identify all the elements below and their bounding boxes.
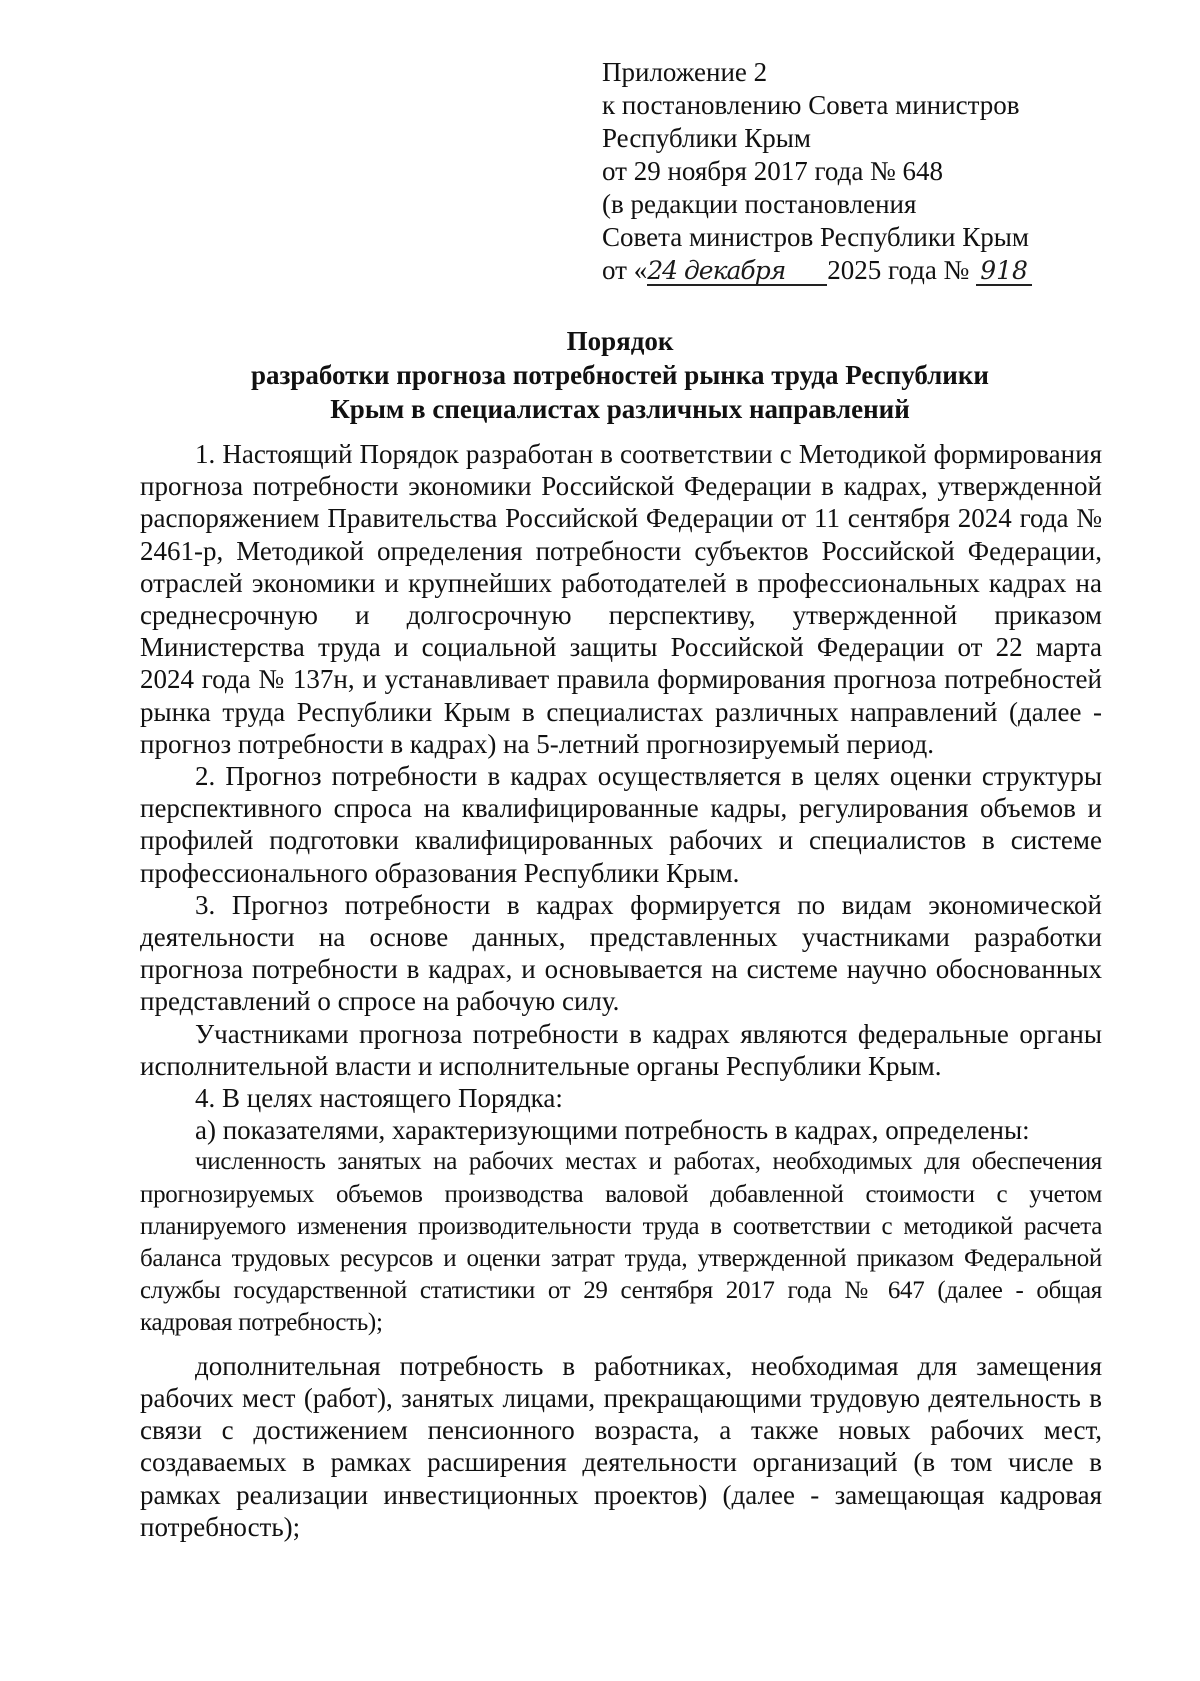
paragraph-4: Участниками прогноза потребности в кадрах являются федеральные органы исполнительной власти и исполнительные органы Республики Крым.: [140, 1018, 1102, 1081]
annex-line-1: Приложение 2: [602, 57, 768, 87]
annex-year: 2025 года №: [827, 255, 977, 285]
paragraph-8: дополнительная потребность в работниках, необходимая для замещения рабочих мест (работ), занятых лицами, прекращающими трудовую деятельность в связи с достижением пенсионного возраста, а также новых рабочих мест, создаваемых в рамках расширения деятельности организаций (в том числе в рамках реализации инвестиционных проектов) (далее - замещающая кадровая потребность);: [140, 1350, 1102, 1542]
annex-line-5: (в редакции постановления: [602, 189, 917, 219]
annex-line-7: [602, 254, 1162, 287]
document-body: [140, 438, 1102, 1543]
annex-line-6: Совета министров Республики Крым: [602, 222, 1029, 252]
document-title: [140, 324, 1100, 426]
paragraph-1: 1. Настоящий Порядок разработан в соответствии с Методикой формирования прогноза потребности экономики Российской Федерации в кадрах, утвержденной распоряжением Правительства Российской Федерации от 11 сентября 2024 года № 2461-р, Методикой определения потребности субъектов Российской Федерации, отраслей экономики и крупнейших работодателей в профессиональных кадрах на среднесрочную и долгосрочную перспективу, утвержденной приказом Министерства труда и социальной защиты Российской Федерации от 22 марта 2024 года № 137н, и устанавливает правила формирования прогноза потребностей рынка труда Республики Крым в специалистах различных направлений (далее - прогноз потребности в кадрах) на 5-летний прогнозируемый период.: [140, 439, 1102, 759]
title-line-3: Крым в специалистах различных направлений: [330, 394, 910, 424]
annex-line-2: к постановлению Совета министров: [602, 90, 1020, 120]
annex-line-3: Республики Крым: [602, 123, 811, 153]
paragraph-5: 4. В целях настоящего Порядка:: [195, 1083, 563, 1114]
annex-line-4: от 29 ноября 2017 года № 648: [602, 156, 944, 186]
annex-date-prefix: от «: [602, 255, 648, 285]
title-line-1: Порядок: [566, 326, 674, 356]
annex-header: [602, 56, 1162, 287]
paragraph-2: 2. Прогноз потребности в кадрах осуществляется в целях оценки структуры перспективного спроса на квалифицированные кадры, регулирования объемов и профилей подготовки квалифицированных рабочих и специалистов в системе профессионального образования Республики Крым.: [140, 761, 1102, 888]
title-line-2: разработки прогноза потребностей рынка труда Республики: [251, 360, 989, 390]
paragraph-7: численность занятых на рабочих местах и работах, необходимых для обеспечения прогнозируемых объемов производства валовой добавленной стоимости с учетом планируемого изменения производительности труда в соответствии с методикой расчета баланса трудовых ресурсов и оценки затрат труда, утвержденной приказом Федеральной службы государственной статистики от 29 сентября 2017 года № 647 (далее - общая кадровая потребность);: [140, 1148, 1102, 1337]
handwritten-number: 918: [976, 258, 1032, 286]
paragraph-6: а) показателями, характеризующими потребность в кадрах, определены:: [195, 1115, 1030, 1146]
paragraph-3: 3. Прогноз потребности в кадрах формируется по видам экономической деятельности на основе данных, представленных участниками разработки прогноза потребности в кадрах, и основывается на системе научно обоснованных представлений о спросе на рабочую силу.: [140, 889, 1102, 1017]
handwritten-date: 24 декабря: [647, 258, 827, 286]
